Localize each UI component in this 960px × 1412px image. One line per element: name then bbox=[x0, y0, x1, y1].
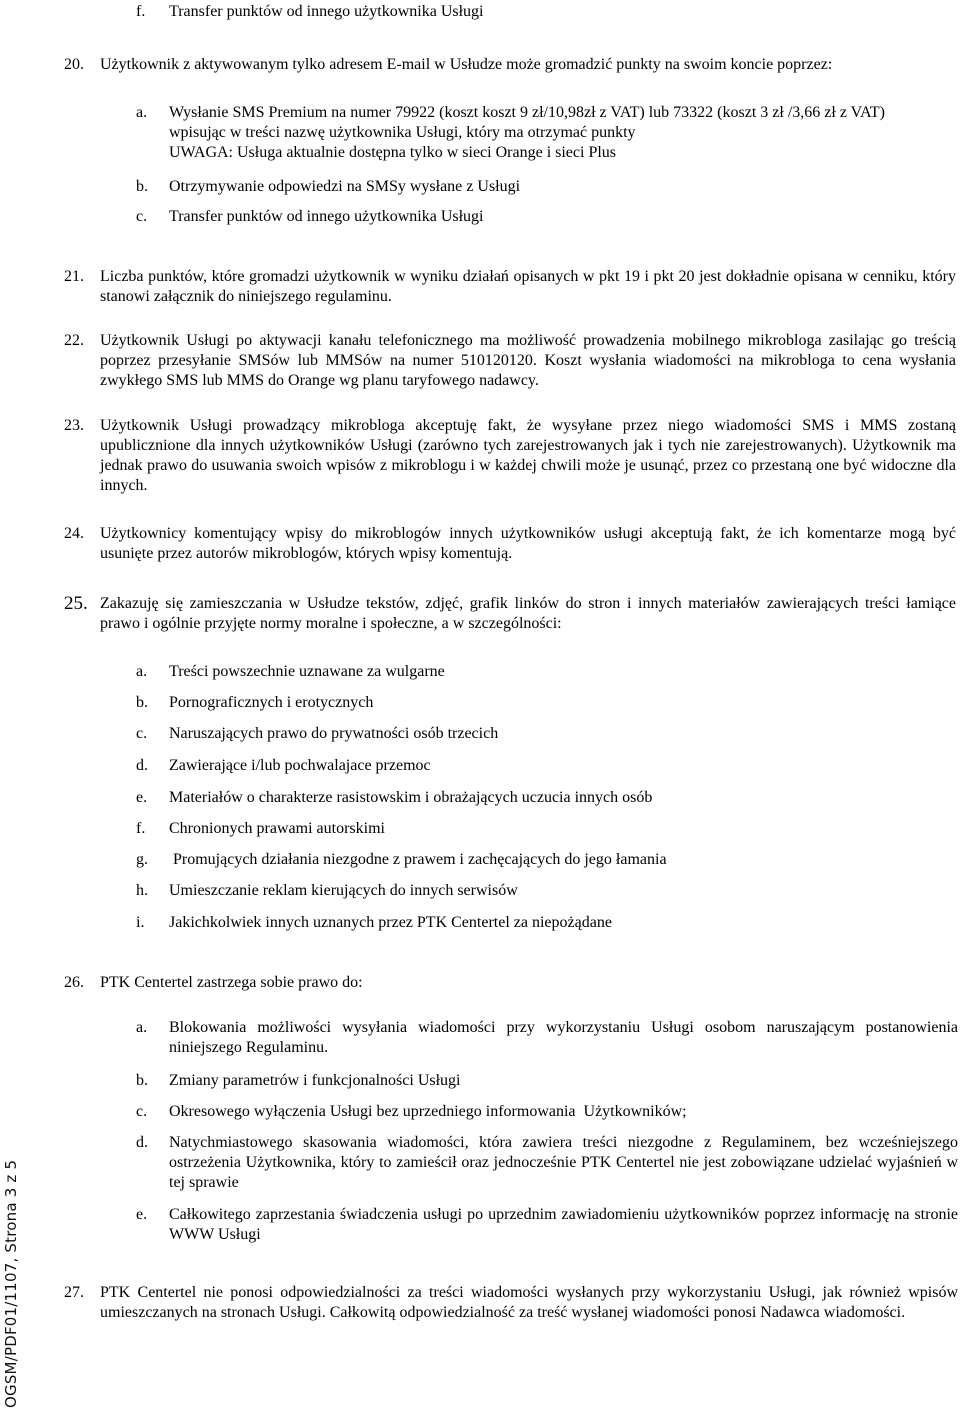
section-27 bbox=[64, 1283, 958, 1323]
list-item-letter: f. bbox=[136, 3, 146, 20]
list-item-letter: b. bbox=[136, 178, 148, 195]
list-item-letter: i. bbox=[136, 914, 145, 931]
section-number: 24. bbox=[64, 525, 84, 542]
list-item-letter: b. bbox=[136, 694, 148, 711]
section-25 bbox=[64, 594, 956, 634]
list-item bbox=[136, 1071, 956, 1091]
list-item-text: Otrzymywanie odpowiedzi na SMSy wysłane z Usługi bbox=[169, 178, 521, 195]
list-item bbox=[136, 724, 956, 744]
section-text: Zakazuję się zamieszczania w Usłudze tekstów, zdjęć, grafik linków do stron i innych materiałów zawierających treści łamiące prawo i ogólnie przyjęte normy moralne i społeczne, a w szczególności: bbox=[100, 595, 956, 632]
list-item-text: Natychmiastowego skasowania wiadomości, która zawiera treści niezgodne z Regulaminem, bez wcześniejszego ostrzeżenia Użytkownika, który to zamieścił oraz jednocześnie PTK Centertel nie jest zobowiązane udzielać wyjaśnień w tej sprawie bbox=[169, 1134, 958, 1191]
list-item-letter: h. bbox=[136, 882, 148, 899]
list-item-text: Materiałów o charakterze rasistowskim i obrażających uczucia innych osób bbox=[169, 789, 653, 806]
section-26 bbox=[64, 973, 956, 993]
list-item bbox=[136, 2, 946, 22]
section-text: Użytkownik Usługi prowadzący mikrobloga akceptuję fakt, że wysyłane przez niego wiadomości SMS i MMS zostaną upublicznione dla innych użytkowników Usługi (zarówno tych zarejestrowanych jak i tych nie zarejestrowanych). Użytkownik ma jednak prawo do usuwania swoich wpisów z mikroblogu i w każdej chwili może je usunąć, przez co przestaną one być widoczne dla innych. bbox=[100, 417, 956, 494]
list-item-text: Blokowania możliwości wysyłania wiadomości przy wykorzystaniu Usługi osobom naruszającym postanowienia niniejszego Regulaminu. bbox=[169, 1019, 958, 1056]
page-footer-label: OGSM/PDF01/1107, Strona 3 z 5 bbox=[2, 1159, 20, 1408]
section-text: Użytkownik z aktywowanym tylko adresem E-mail w Usłudze może gromadzić punkty na swoim koncie poprzez: bbox=[100, 56, 833, 73]
list-item-line: Wysłanie SMS Premium na numer 79922 (koszt koszt 9 zł/10,98zł z VAT) lub 73322 (koszt 3 zł /3,66 zł z VAT) bbox=[169, 104, 885, 121]
list-item bbox=[136, 1133, 958, 1193]
list-item bbox=[136, 881, 956, 901]
list-item-text: Transfer punktów od innego użytkownika Usługi bbox=[169, 208, 484, 225]
list-item-letter: b. bbox=[136, 1072, 148, 1089]
section-20 bbox=[64, 55, 956, 75]
section-text: PTK Centertel nie ponosi odpowiedzialności za treści wiadomości wysłanych przy wykorzystaniu Usługi, jak również wpisów umieszczanych na stronach Usługi. Całkowitą odpowiedzialność za treść wysłanej wiadomości ponosi Nadawca wiadomości. bbox=[100, 1284, 958, 1321]
list-item-letter: c. bbox=[136, 1103, 148, 1120]
section-22 bbox=[64, 331, 956, 391]
list-item-text: Promujących działania niezgodne z prawem i zachęcających do jego łamania bbox=[169, 851, 667, 868]
list-item-letter: e. bbox=[136, 1206, 148, 1223]
section-number: 22. bbox=[64, 332, 84, 349]
list-item-line: UWAGA: Usługa aktualnie dostępna tylko w sieci Orange i sieci Plus bbox=[169, 144, 617, 161]
list-item-letter: c. bbox=[136, 208, 148, 225]
section-number: 26. bbox=[64, 974, 84, 991]
list-item-letter: e. bbox=[136, 789, 148, 806]
list-item-text: Zawierające i/lub pochwalajace przemoc bbox=[169, 757, 431, 774]
list-item bbox=[136, 1102, 956, 1122]
section-text: Użytkownicy komentujący wpisy do mikroblogów innych użytkowników usługi akceptują fakt, że ich komentarze mogą być usunięte przez autorów mikroblogów, których wpisy komentują. bbox=[100, 525, 956, 562]
list-item-line: wpisując w treści nazwę użytkownika Usługi, który ma otrzymać punkty bbox=[169, 124, 636, 141]
list-item bbox=[136, 207, 956, 227]
list-item-letter: d. bbox=[136, 757, 148, 774]
list-item bbox=[136, 662, 956, 682]
list-item-letter: a. bbox=[136, 104, 148, 121]
list-item bbox=[136, 819, 956, 839]
section-24 bbox=[64, 524, 956, 564]
list-item-text: Pornograficznych i erotycznych bbox=[169, 694, 374, 711]
list-item-text: Okresowego wyłączenia Usługi bez uprzedniego informowania Użytkowników; bbox=[169, 1103, 687, 1120]
list-item-text: Treści powszechnie uznawane za wulgarne bbox=[169, 663, 445, 680]
list-item bbox=[136, 1205, 958, 1245]
list-item bbox=[136, 913, 956, 933]
list-item-letter: a. bbox=[136, 1019, 148, 1036]
list-item bbox=[136, 103, 956, 163]
section-number: 21. bbox=[64, 268, 84, 285]
section-21 bbox=[64, 267, 956, 307]
list-item-text: Chronionych prawami autorskimi bbox=[169, 820, 385, 837]
section-number: 27. bbox=[64, 1284, 84, 1301]
list-item-text: Całkowitego zaprzestania świadczenia usługi po uprzednim zawiadomieniu użytkowników poprzez informację na stronie WWW Usługi bbox=[169, 1206, 958, 1243]
list-item-letter: d. bbox=[136, 1134, 148, 1151]
section-text: Użytkownik Usługi po aktywacji kanału telefonicznego ma możliwość prowadzenia mobilnego mikrobloga zasilając go treścią poprzez przesyłanie SMSów lub MMSów na numer 510120120. Koszt wysłania wiadomości na mikrobloga to cena wysłania zwykłego SMS lub MMS do Orange wg planu taryfowego nadawcy. bbox=[100, 332, 956, 389]
list-item-letter: a. bbox=[136, 663, 148, 680]
section-23 bbox=[64, 416, 956, 496]
list-item-letter: c. bbox=[136, 725, 148, 742]
list-item bbox=[136, 693, 956, 713]
section-number: 23. bbox=[64, 417, 84, 434]
list-item-letter: g. bbox=[136, 851, 148, 868]
list-item-text: Umieszczanie reklam kierujących do innych serwisów bbox=[169, 882, 518, 899]
section-number: 20. bbox=[64, 56, 84, 73]
section-text: Liczba punktów, które gromadzi użytkownik w wyniku działań opisanych w pkt 19 i pkt 20 jest dokładnie opisana w cenniku, który stanowi załącznik do niniejszego regulaminu. bbox=[100, 268, 956, 305]
list-item-text: Naruszających prawo do prywatności osób trzecich bbox=[169, 725, 499, 742]
list-item bbox=[136, 756, 956, 776]
list-item-letter: f. bbox=[136, 820, 146, 837]
list-item-text: Zmiany parametrów i funkcjonalności Usługi bbox=[169, 1072, 461, 1089]
list-item-text: Transfer punktów od innego użytkownika Usługi bbox=[169, 3, 484, 20]
list-item-text: Jakichkolwiek innych uznanych przez PTK Centertel za niepożądane bbox=[169, 914, 612, 931]
section-text: PTK Centertel zastrzega sobie prawo do: bbox=[100, 974, 363, 991]
list-item bbox=[136, 1018, 958, 1058]
section-number: 25. bbox=[64, 593, 88, 614]
list-item bbox=[136, 850, 956, 870]
list-item bbox=[136, 177, 956, 197]
list-item bbox=[136, 788, 956, 808]
